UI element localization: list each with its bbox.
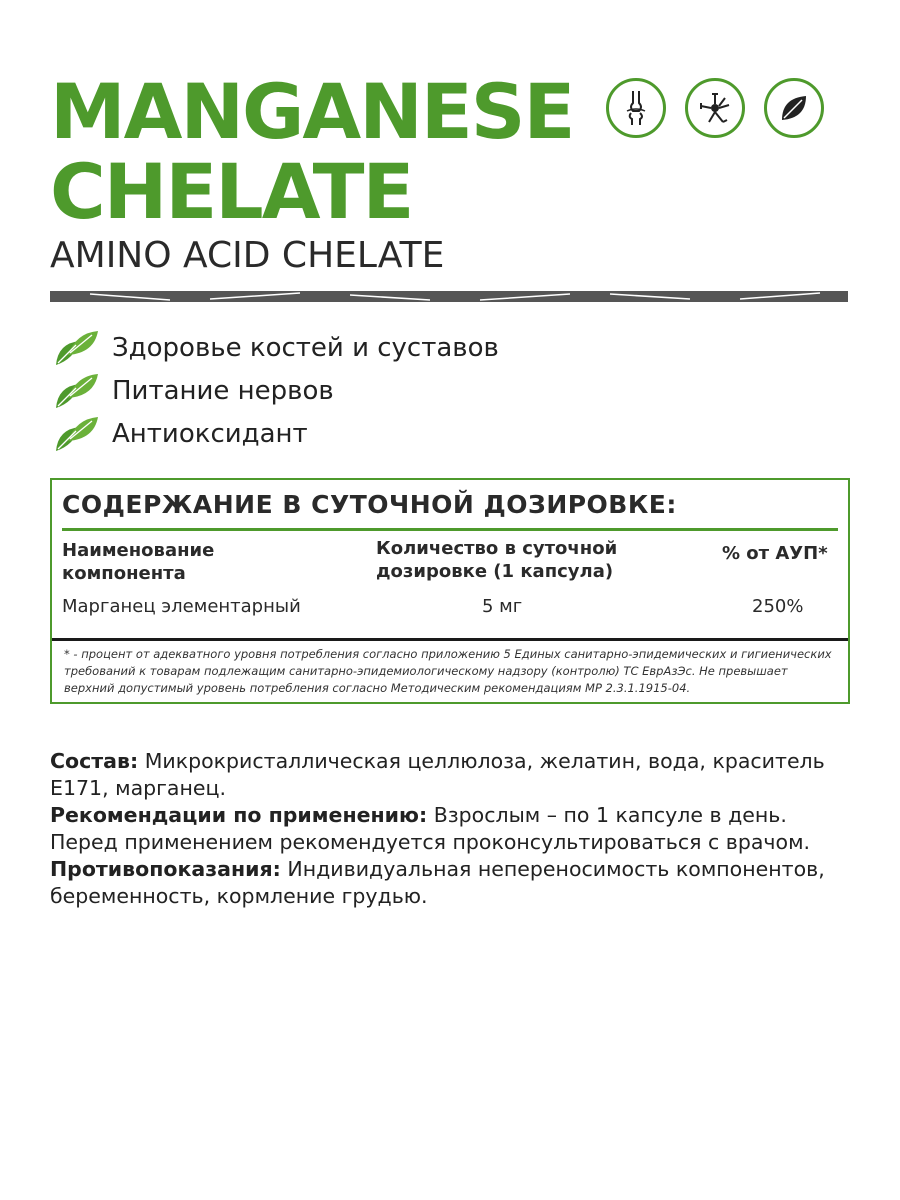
product-subtitle: AMINO ACID CHELATE bbox=[50, 235, 445, 276]
column-header-amount bbox=[376, 537, 656, 583]
benefit-item bbox=[54, 412, 499, 455]
footnote: * - процент от адекватного уровня потребления согласно приложению 5 Единых санитарно-эпидемических и гигиенических требований к товарам подлежащим санитарно-эпидемиологическому надзору (контролю) ТС ЕврАзЭс. Не превышает верхний допустимый уровень потребления согласно Методическим рекомендациям МР 2.3.1.1915-04. bbox=[64, 647, 832, 695]
joint-icon bbox=[606, 78, 666, 138]
contraindications-label: Противопоказания: bbox=[50, 857, 281, 881]
column-header-amount-line2: дозировке (1 капсула) bbox=[376, 561, 614, 582]
ingredients-paragraph bbox=[50, 748, 850, 802]
table-cell-name: Марганец элементарный bbox=[62, 596, 301, 617]
dose-table-title: СОДЕРЖАНИЕ В СУТОЧНОЙ ДОЗИРОВКЕ: bbox=[62, 490, 677, 519]
product-info bbox=[50, 748, 850, 910]
column-header-name-line2: компонента bbox=[62, 563, 186, 584]
leaf-icon bbox=[54, 372, 100, 410]
benefit-item bbox=[54, 326, 499, 369]
feature-icons bbox=[606, 78, 824, 138]
usage-text: Взрослым – по 1 капсуле в день. Перед применением рекомендуется проконсультироваться с врачом. bbox=[50, 803, 811, 854]
usage-label: Рекомендации по применению: bbox=[50, 803, 428, 827]
leaf-icon bbox=[54, 415, 100, 453]
product-title-line2: CHELATE bbox=[50, 147, 413, 236]
leaf-icon bbox=[764, 78, 824, 138]
benefit-label: Антиоксидант bbox=[112, 418, 308, 449]
column-header-percent: % от АУП* bbox=[722, 543, 828, 564]
table-cell-percent: 250% bbox=[752, 596, 804, 617]
column-header-name-line1: Наименование bbox=[62, 540, 215, 561]
neuron-icon bbox=[685, 78, 745, 138]
decorative-stripe bbox=[50, 291, 848, 302]
product-title-line1: MANGANESE bbox=[50, 67, 574, 156]
usage-paragraph bbox=[50, 802, 850, 856]
table-cell-amount: 5 мг bbox=[482, 596, 523, 617]
ingredients-label: Состав: bbox=[50, 749, 139, 773]
benefit-label: Здоровье костей и суставов bbox=[112, 332, 499, 363]
benefits-list bbox=[54, 326, 499, 455]
benefit-item bbox=[54, 369, 499, 412]
column-header-amount-line1: Количество в суточной bbox=[376, 538, 618, 559]
ingredients-text: Микрокристаллическая целлюлоза, желатин, вода, краситель Е171, марганец. bbox=[50, 749, 825, 800]
daily-dose-table bbox=[50, 478, 850, 704]
divider bbox=[52, 638, 848, 641]
leaf-icon bbox=[54, 329, 100, 367]
divider bbox=[62, 528, 838, 531]
contraindications-paragraph bbox=[50, 856, 850, 910]
benefit-label: Питание нервов bbox=[112, 375, 334, 406]
column-header-name bbox=[62, 539, 282, 585]
contraindications-text: Индивидуальная непереносимость компонентов, беременность, кормление грудью. bbox=[50, 857, 825, 908]
